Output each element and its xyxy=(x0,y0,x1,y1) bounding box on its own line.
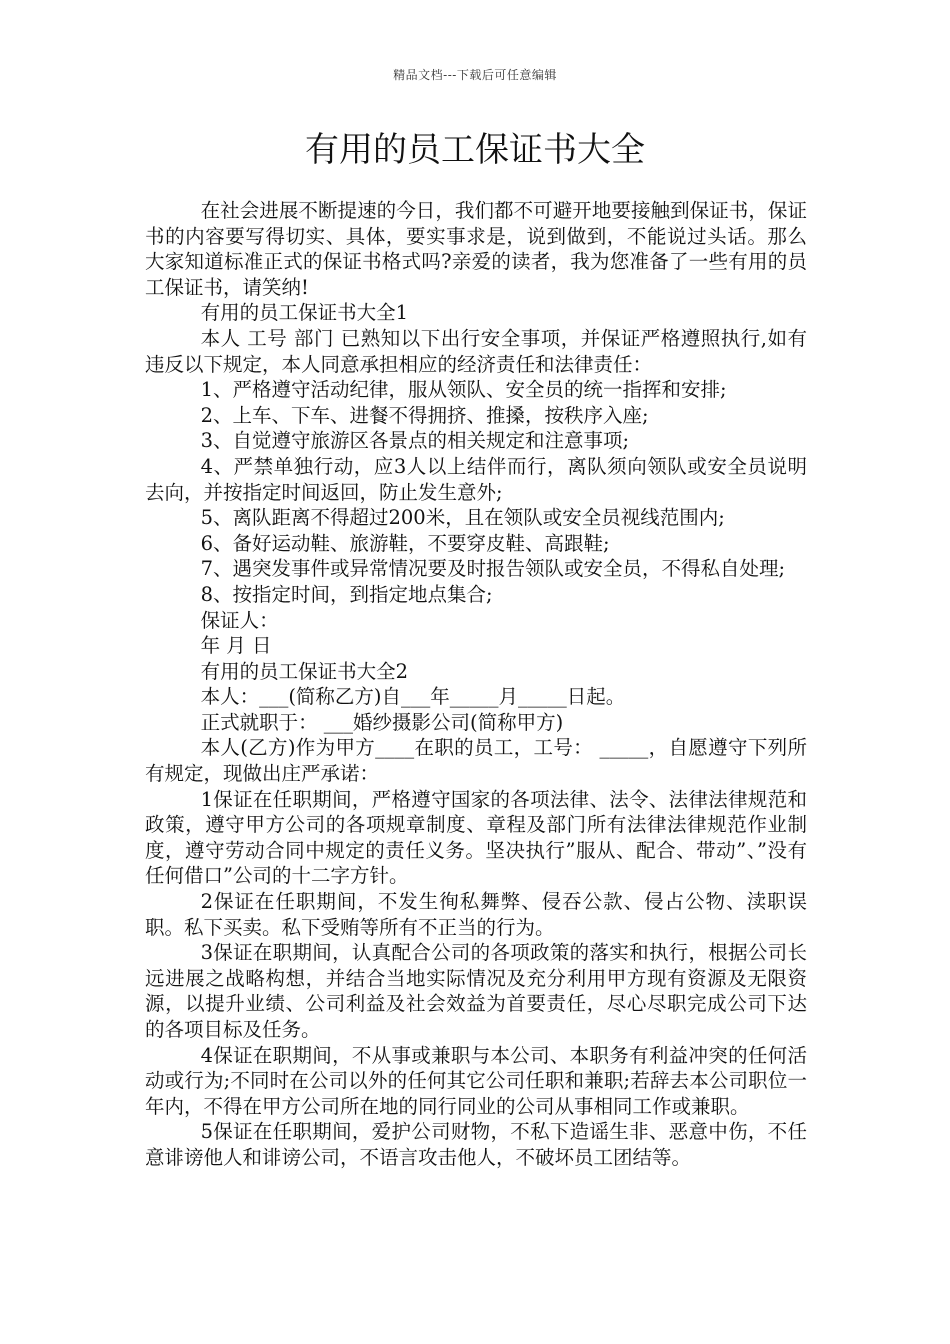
document-body xyxy=(145,198,807,1171)
document-title: 有用的员工保证书大全 xyxy=(305,130,645,170)
section-heading-1: 有用的员工保证书大全1 xyxy=(200,301,408,325)
section-heading-2: 有用的员工保证书大全2 xyxy=(200,659,408,683)
clause-paragraph: 1保证在任职期间，严格遵守国家的各项法律、法令、法律法律规范和政策，遵守甲方公司的各项规章制度、章程及部门所有法律法律规范作业制度，遵守劳动合同中规定的责任义务。坚决执行”服从、配合、带动”、”没有任何借口”公司的十二字方针。 xyxy=(145,787,807,888)
commitment-intro: 本人(乙方)作为甲方____在职的员工，工号： _____，自愿遵守下列所有规定，现做出庄严承诺： xyxy=(145,736,807,786)
employer-line: 正式就职于： ___婚纱摄影公司(简称甲方) xyxy=(200,710,564,734)
clause-paragraph: 5保证在任职期间，爱护公司财物，不私下造谣生非、恶意中伤，不任意诽谤他人和诽谤公司，不语言攻击他人，不破坏员工团结等。 xyxy=(145,1120,807,1169)
party-b-line: 本人：___(简称乙方)自___年_____月_____日起。 xyxy=(200,685,626,709)
clause-paragraph: 4保证在职期间，不从事或兼职与本公司、本职务有利益冲突的任何活动或行为;不同时在公司以外的任何其它公司任职和兼职;若辞去本公司职位一年内，不得在甲方公司所在地的同行同业的公司从事相同工作或兼职。 xyxy=(145,1043,807,1118)
page-header: 精品文档---下载后可任意编辑 xyxy=(393,68,557,82)
list-item: 1、严格遵守活动纪律，服从领队、安全员的统一指挥和安排; xyxy=(200,378,727,402)
list-item: 7、遇突发事件或异常情况要及时报告领队或安全员，不得私自处理; xyxy=(200,557,786,581)
list-item: 6、备好运动鞋、旅游鞋，不要穿皮鞋、高跟鞋; xyxy=(200,531,610,555)
guarantor-label: 保证人： xyxy=(200,608,279,632)
clause-paragraph: 2保证在任职期间，不发生徇私舞弊、侵吞公款、侵占公物、渎职误职。私下买卖。私下受贿等所有不正当的行为。 xyxy=(145,890,807,939)
list-item: 8、按指定时间，到指定地点集合; xyxy=(200,582,493,606)
list-item: 5、离队距离不得超过200米，且在领队或安全员视线范围内; xyxy=(200,506,725,530)
pledge-statement: 本人 工号 部门 已熟知以下出行安全事项，并保证严格遵照执行,如有违反以下规定，本人同意承担相应的经济责任和法律责任： xyxy=(145,326,807,376)
list-item: 3、自觉遵守旅游区各景点的相关规定和注意事项; xyxy=(200,429,630,453)
intro-paragraph: 在社会进展不断提速的今日，我们都不可避开地要接触到保证书，保证书的内容要写得切实、具体，要实事求是，说到做到，不能说过头话。那么大家知道标准正式的保证书格式吗?亲爱的读者，我为您准备了一些有用的员工保证书，请笑纳! xyxy=(145,199,807,299)
list-item: 2、上车、下车、进餐不得拥挤、推搡，按秩序入座; xyxy=(200,403,649,427)
clause-paragraph: 3保证在职期间，认真配合公司的各项政策的落实和执行，根据公司长远进展之战略构想，并结合当地实际情况及充分利用甲方现有资源及无限资源，以提升业绩、公司利益及社会效益为首要责任，尽心尽职完成公司下达的各项目标及任务。 xyxy=(145,941,807,1041)
list-item: 4、严禁单独行动，应3人以上结伴而行，离队须向领队或安全员说明去向，并按指定时间返回，防止发生意外; xyxy=(145,454,807,504)
date-line: 年 月 日 xyxy=(200,634,272,658)
